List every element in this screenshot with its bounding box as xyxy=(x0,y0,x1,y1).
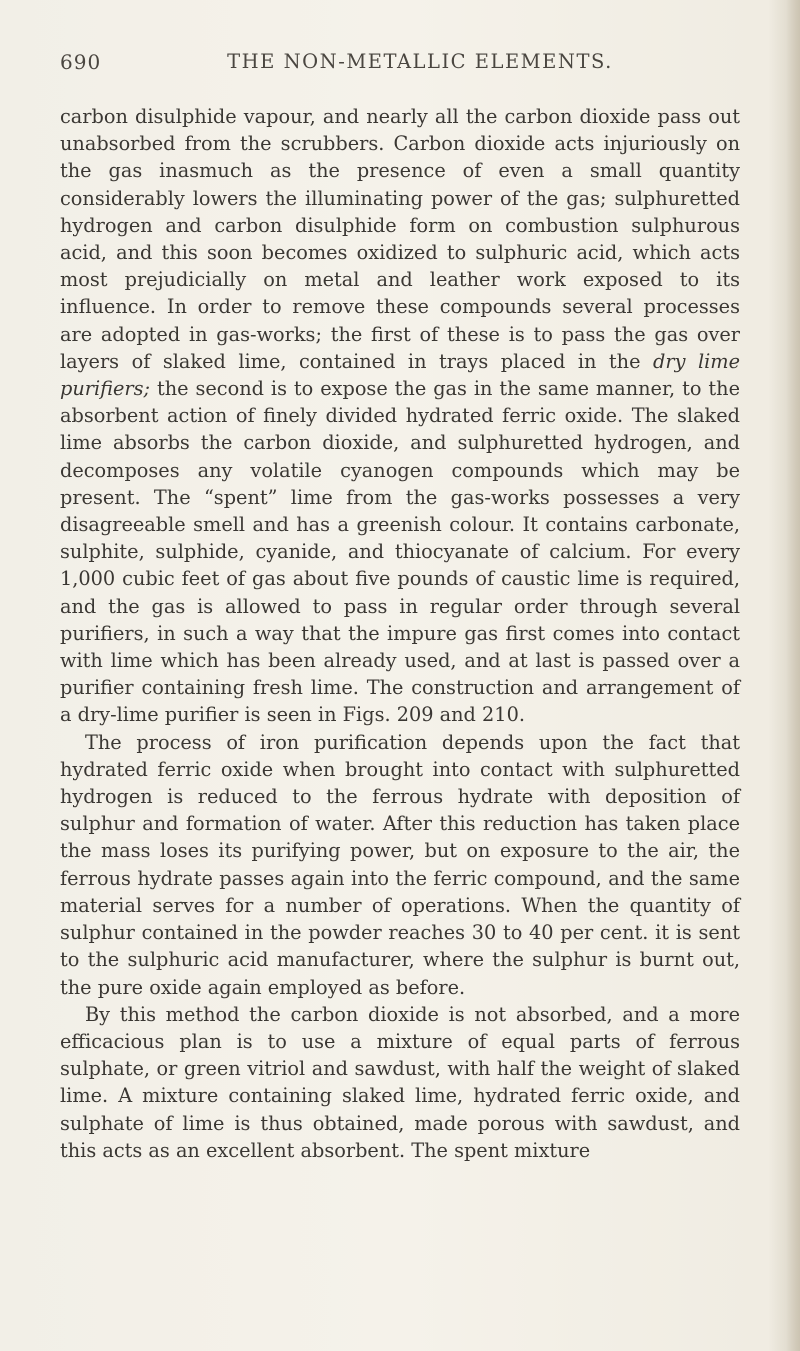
paragraph-1-part-b: the second is to expose the gas in the same manner, to the absorbent action of finely divided hydrated ferric oxide. The slaked lime absorbs the carbon dioxide, and sulphuretted hydrogen, and decomposes any volatile cyanogen compounds which may be present. The “spent” lime from the gas-works possesses a very disagreeable smell and has a greenish colour. It contains carbonate, sulphite, sulphide, cyanide, and thiocyanate of calcium. For every 1,000 cubic feet of gas about five pounds of caustic lime is required, and the gas is allowed to pass in regular order through several purifiers, in such a way that the impure gas first comes into contact with lime which has been already used, and at last is passed over a purifier containing fresh lime. The construction and arrangement of a dry-lime purifier is seen in Figs. 209 and 210. xyxy=(60,377,740,727)
body-text xyxy=(60,103,740,1164)
paragraph-1-part-a: carbon disulphide vapour, and nearly all the carbon dioxide pass out unabsorbed from the scrubbers. Carbon dioxide acts injuriously on the gas inasmuch as the presence of even a small quantity considerably lowers the illuminating power of the gas; sulphuretted hydrogen and carbon disulphide form on combustion sulphurous acid, and this soon becomes oxidized to sulphuric acid, which acts most prejudicially on metal and leather work exposed to its influence. In order to remove these compounds several processes are adopted in gas-works; the first of these is to pass the gas over layers of slaked lime, contained in trays placed in the xyxy=(60,105,740,373)
paragraph-1 xyxy=(60,103,740,729)
paragraph-3: By this method the carbon dioxide is not absorbed, and a more efficacious plan is to use a mixture of equal parts of ferrous sulphate, or green vitriol and sawdust, with half the weight of slaked lime. A mixture containing slaked lime, hydrated ferric oxide, and sulphate of lime is thus obtained, made porous with sawdust, and this acts as an excellent absorbent. The spent mixture xyxy=(60,1002,740,1162)
paragraph-2: The process of iron purification depends upon the fact that hydrated ferric oxide when brought into contact with sulphuretted hydrogen is reduced to the ferrous hydrate with deposition of sulphur and formation of water. After this reduction has taken place the mass loses its purifying power, but on exposure to the air, the ferrous hydrate passes again into the ferric compound, and the same material serves for a number of operations. When the quantity of sulphur contained in the powder reaches 30 to 40 per cent. it is sent to the sulphuric acid manufacturer, where the sulphur is burnt out, the pure oxide again employed as before. xyxy=(60,730,740,999)
page-number: 690 xyxy=(60,50,102,74)
page-edge-shadow xyxy=(786,0,800,1351)
page-header xyxy=(60,50,740,80)
running-head: THE NON-METALLIC ELEMENTS. xyxy=(227,50,613,73)
paragraph-1-italic-term: dry lime purifiers; xyxy=(60,349,741,401)
